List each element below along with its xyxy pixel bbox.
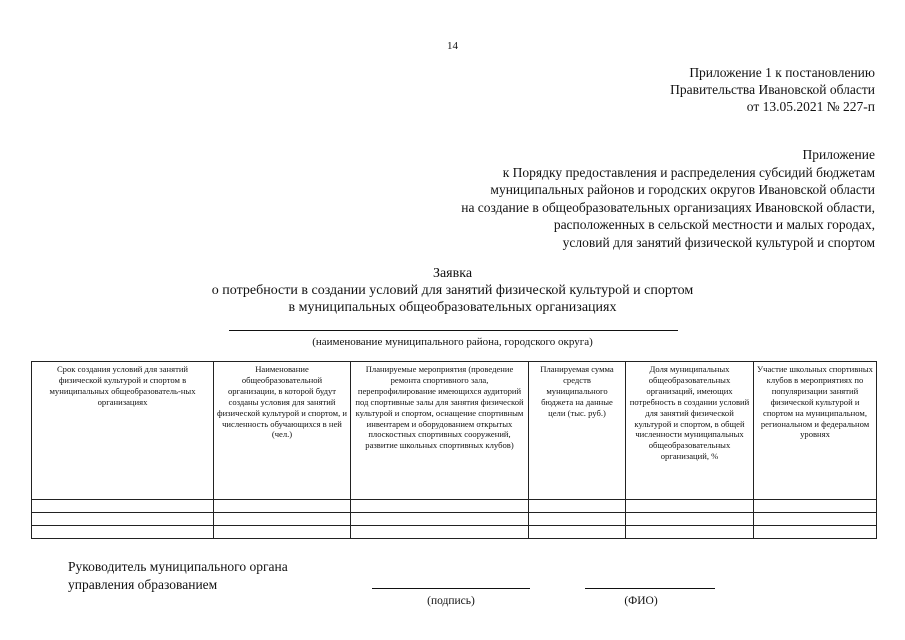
title-line: в муниципальных общеобразовательных организациях — [288, 300, 617, 315]
table-cell — [529, 513, 626, 526]
signer-title — [68, 558, 288, 594]
appendix-1-header — [670, 64, 875, 115]
page-number: 14 — [447, 40, 458, 52]
column-header: Наименование общеобразовательной организации, в которой будут созданы условия для занятий физической культурой и спортом, и численность обучающихся в ней (чел.) — [214, 362, 351, 500]
table-header-row — [32, 362, 877, 500]
appendix-1-line: Приложение 1 к постановлению — [689, 65, 875, 80]
signer-line: управления образованием — [68, 577, 218, 592]
table-row — [32, 526, 877, 539]
table-cell — [214, 526, 351, 539]
column-header: Планируемые мероприятия (проведение ремонта спортивного зала, перепрофилирование имеющихся аудиторий под спортивные залы для занятия физической культурой и спортом, оснащение спортивным инвентарем и оборудованием открытых плоскостных спортивных сооружений, развитие школьных спортивных клубов) — [351, 362, 529, 500]
request-table — [31, 361, 877, 539]
appendix-1-line: Правительства Ивановской области — [670, 82, 875, 97]
table-cell — [754, 500, 877, 513]
table-row — [32, 513, 877, 526]
appendix-2-line: к Порядку предоставления и распределения субсидий бюджетам — [502, 164, 875, 180]
municipality-name-line — [229, 330, 678, 331]
document-title — [0, 265, 905, 316]
table-cell — [754, 513, 877, 526]
table-cell — [214, 500, 351, 513]
table-cell — [529, 500, 626, 513]
fio-line — [585, 588, 715, 589]
table-cell — [32, 526, 214, 539]
table-cell — [32, 500, 214, 513]
table-cell — [351, 513, 529, 526]
appendix-1-line: от 13.05.2021 № 227-п — [746, 99, 875, 114]
column-header: Планируемая сумма средств муниципального бюджета на данные цели (тыс. руб.) — [529, 362, 626, 500]
appendix-2-header — [461, 146, 875, 251]
appendix-2-line: муниципальных районов и городских округов Ивановской области — [490, 182, 875, 197]
table-cell — [754, 526, 877, 539]
table-cell — [351, 526, 529, 539]
column-header: Срок создания условий для занятий физической культурой и спортом в муниципальных общеобразователь-ных организациях — [32, 362, 214, 500]
appendix-2-line: на создание в общеобразовательных организациях Ивановской области, — [461, 199, 875, 215]
signature-caption: (подпись) — [427, 595, 475, 607]
column-header: Доля муниципальных общеобразовательных организаций, имеющих потребность в создании условий для занятий физической культурой и спортом, в общей численности муниципальных общеобразовательных организаций, % — [626, 362, 754, 500]
title-line: Заявка — [432, 266, 473, 281]
signer-line: Руководитель муниципального органа — [68, 559, 288, 574]
table-cell — [351, 500, 529, 513]
table-cell — [214, 513, 351, 526]
fio-caption: (ФИО) — [624, 595, 658, 607]
title-line: о потребности в создании условий для занятий физической культурой и спортом — [211, 283, 694, 298]
table-cell — [626, 526, 754, 539]
table-cell — [32, 513, 214, 526]
appendix-2-line: расположенных в сельской местности и малых городах, — [553, 217, 875, 232]
appendix-2-line: условий для занятий физической культурой и спортом — [562, 234, 875, 250]
signature-line — [372, 588, 530, 589]
municipality-name-caption: (наименование муниципального района, городского округа) — [312, 336, 593, 348]
table-cell — [529, 526, 626, 539]
table-cell — [626, 513, 754, 526]
appendix-2-line: Приложение — [802, 147, 875, 162]
table-cell — [626, 500, 754, 513]
table-row — [32, 500, 877, 513]
column-header: Участие школьных спортивных клубов в мероприятиях по популяризации занятий физической культурой и спортом на муниципальном, региональном и федеральном уровнях — [754, 362, 877, 500]
